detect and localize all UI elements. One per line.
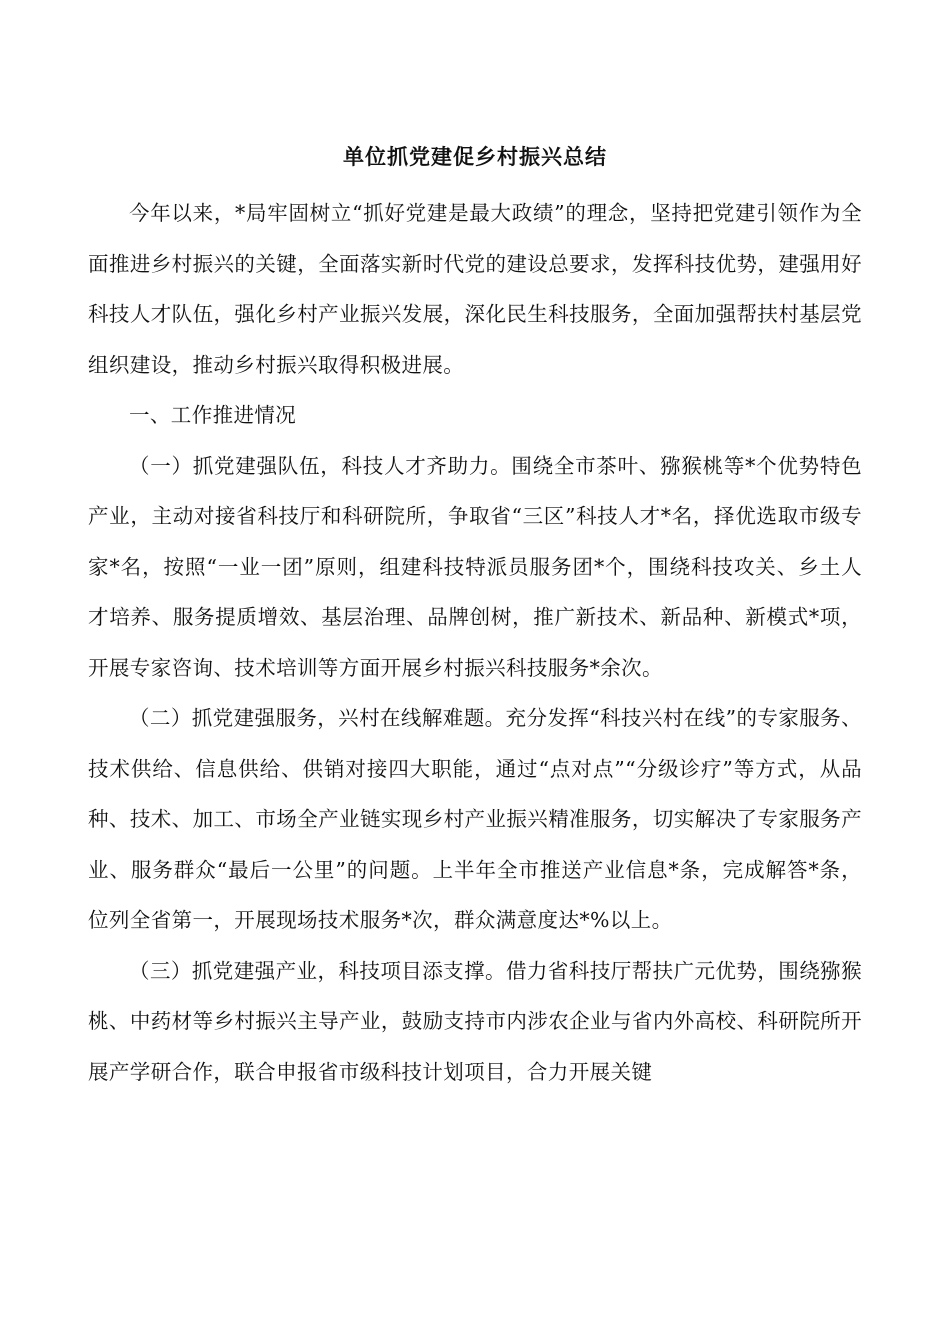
paragraph-1: （一）抓党建强队伍，科技人才齐助力。围绕全市茶叶、猕猴桃等*个优势特色产业，主动对接省科技厅和科研院所，争取省“三区”科技人才*名，择优选取市级专家*名，按照“一业一团”原则，组建科技特派员服务团*个，围绕科技攻关、乡土人才培养、服务提质增效、基层治理、品牌创树，推广新技术、新品种、新模式*项，开展专家咨询、技术培训等方面开展乡村振兴科技服务*余次。	[88, 453, 862, 680]
section-heading: 一、工作推进情况	[129, 403, 297, 427]
document-page	[88, 140, 862, 1097]
paragraph-3: （三）抓党建强产业，科技项目添支撑。借力省科技厅帮扶广元优势，围绕猕猴桃、中药材等乡村振兴主导产业，鼓励支持市内涉农企业与省内外高校、科研院所开展产学研合作，联合申报省市级科技计划项目，合力开展关键	[88, 958, 862, 1084]
paragraph-2: （二）抓党建强服务，兴村在线解难题。充分发挥“科技兴村在线”的专家服务、技术供给、信息供给、供销对接四大职能，通过“点对点”“分级诊疗”等方式，从品种、技术、加工、市场全产业链实现乡村产业振兴精准服务，切实解决了专家服务产业、服务群众“最后一公里”的问题。上半年全市推送产业信息*条，完成解答*条，位列全省第一，开展现场技术服务*次，群众满意度达*%以上。	[88, 706, 862, 932]
document-title: 单位抓党建促乡村振兴总结	[343, 144, 607, 169]
intro-paragraph: 今年以来，*局牢固树立“抓好党建是最大政绩”的理念，坚持把党建引领作为全面推进乡村振兴的关键，全面落实新时代党的建设总要求，发挥科技优势，建强用好科技人才队伍，强化乡村产业振兴发展，深化民生科技服务，全面加强帮扶村基层党组织建设，推动乡村振兴取得积极进展。	[88, 201, 862, 377]
